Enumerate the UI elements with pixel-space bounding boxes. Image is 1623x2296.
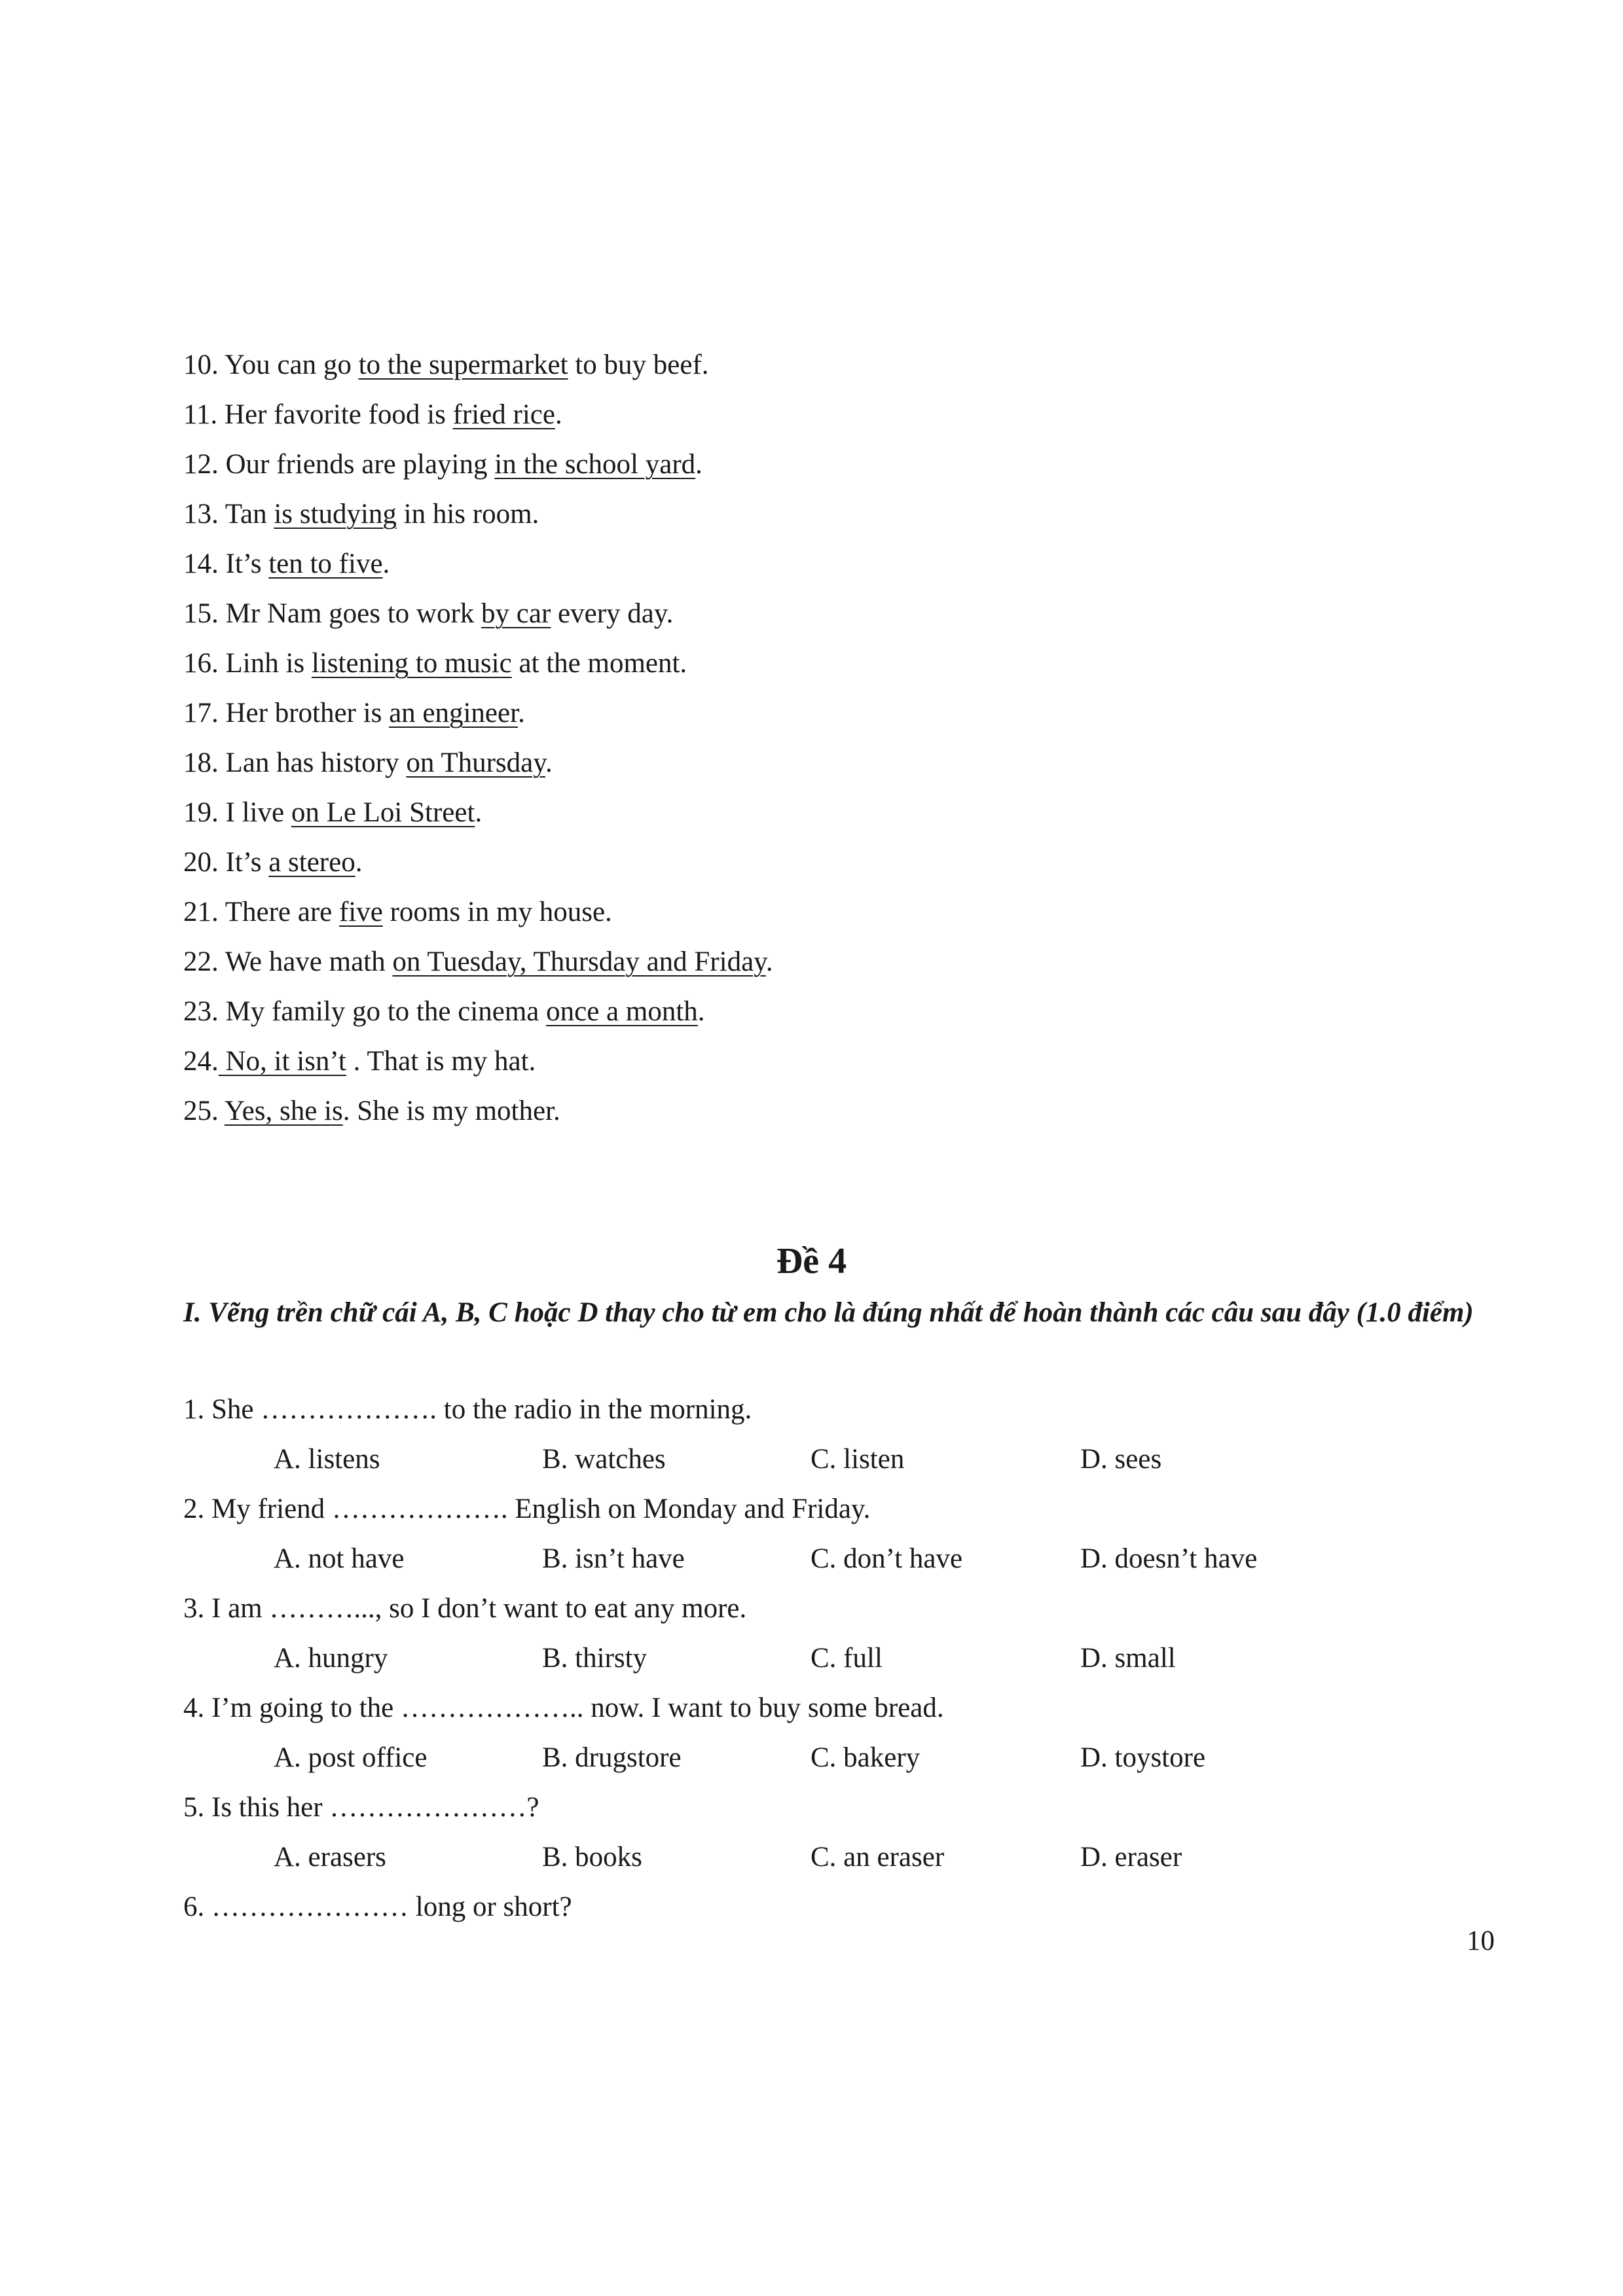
answer-line: 24. No, it isn’t . That is my hat. — [183, 1046, 536, 1077]
option-d: D. small — [1080, 1643, 1176, 1674]
question-text: 3. I am ………..., so I don’t want to eat any more. — [183, 1593, 747, 1624]
option-b: B. thirsty — [542, 1643, 647, 1674]
answer-line: 21. There are five rooms in my house. — [183, 897, 612, 927]
answer-line: 15. Mr Nam goes to work by car every day. — [183, 598, 674, 629]
answer-line: 23. My family go to the cinema once a month. — [183, 996, 705, 1027]
option-c: C. bakery — [811, 1742, 921, 1773]
option-a: A. post office — [274, 1742, 428, 1773]
question-text: 4. I’m going to the ……………….. now. I want to buy some bread. — [183, 1693, 944, 1723]
option-c: C. don’t have — [811, 1543, 963, 1574]
option-d: D. doesn’t have — [1080, 1543, 1258, 1574]
section-instruction: I. Vẽng trền chữ cái A, B, C hoặc D thay cho từ em cho là đúng nhất để hoàn thành các câu sau đây (1.0 điểm) — [183, 1297, 1474, 1328]
answer-line: 11. Her favorite food is fried rice. — [183, 399, 562, 430]
answer-line: 17. Her brother is an engineer. — [183, 698, 525, 728]
answer-line: 12. Our friends are playing in the school yard. — [183, 449, 702, 480]
option-a: A. not have — [274, 1543, 405, 1574]
question-text: 6. ………………… long or short? — [183, 1892, 572, 1922]
question-text: 1. She ………………. to the radio in the morning. — [183, 1394, 752, 1425]
page-number: 10 — [1467, 1926, 1495, 1956]
answer-line: 19. I live on Le Loi Street. — [183, 797, 483, 828]
option-a: A. erasers — [274, 1842, 386, 1873]
answer-line: 13. Tan is studying in his room. — [183, 499, 539, 529]
option-b: B. books — [542, 1842, 642, 1873]
answer-line: 10. You can go to the supermarket to buy beef. — [183, 350, 709, 380]
option-c: C. an eraser — [811, 1842, 945, 1873]
option-b: B. drugstore — [542, 1742, 682, 1773]
answer-line: 20. It’s a stereo. — [183, 847, 363, 878]
option-c: C. full — [811, 1643, 883, 1674]
option-a: A. listens — [274, 1444, 380, 1475]
option-d: D. sees — [1080, 1444, 1162, 1475]
option-c: C. listen — [811, 1444, 905, 1475]
answer-line: 22. We have math on Tuesday, Thursday and Friday. — [183, 946, 773, 977]
answer-line: 25. Yes, she is. She is my mother. — [183, 1096, 560, 1126]
option-a: A. hungry — [274, 1643, 388, 1674]
answer-line: 14. It’s ten to five. — [183, 548, 390, 579]
option-b: B. isn’t have — [542, 1543, 685, 1574]
option-d: D. toystore — [1080, 1742, 1206, 1773]
answer-line: 16. Linh is listening to music at the moment. — [183, 648, 687, 679]
answer-line: 18. Lan has history on Thursday. — [183, 747, 553, 778]
option-b: B. watches — [542, 1444, 666, 1475]
option-d: D. eraser — [1080, 1842, 1182, 1873]
question-text: 5. Is this her …………………? — [183, 1792, 539, 1823]
section-heading: Đề 4 — [776, 1241, 847, 1282]
question-text: 2. My friend ………………. English on Monday and Friday. — [183, 1494, 871, 1524]
